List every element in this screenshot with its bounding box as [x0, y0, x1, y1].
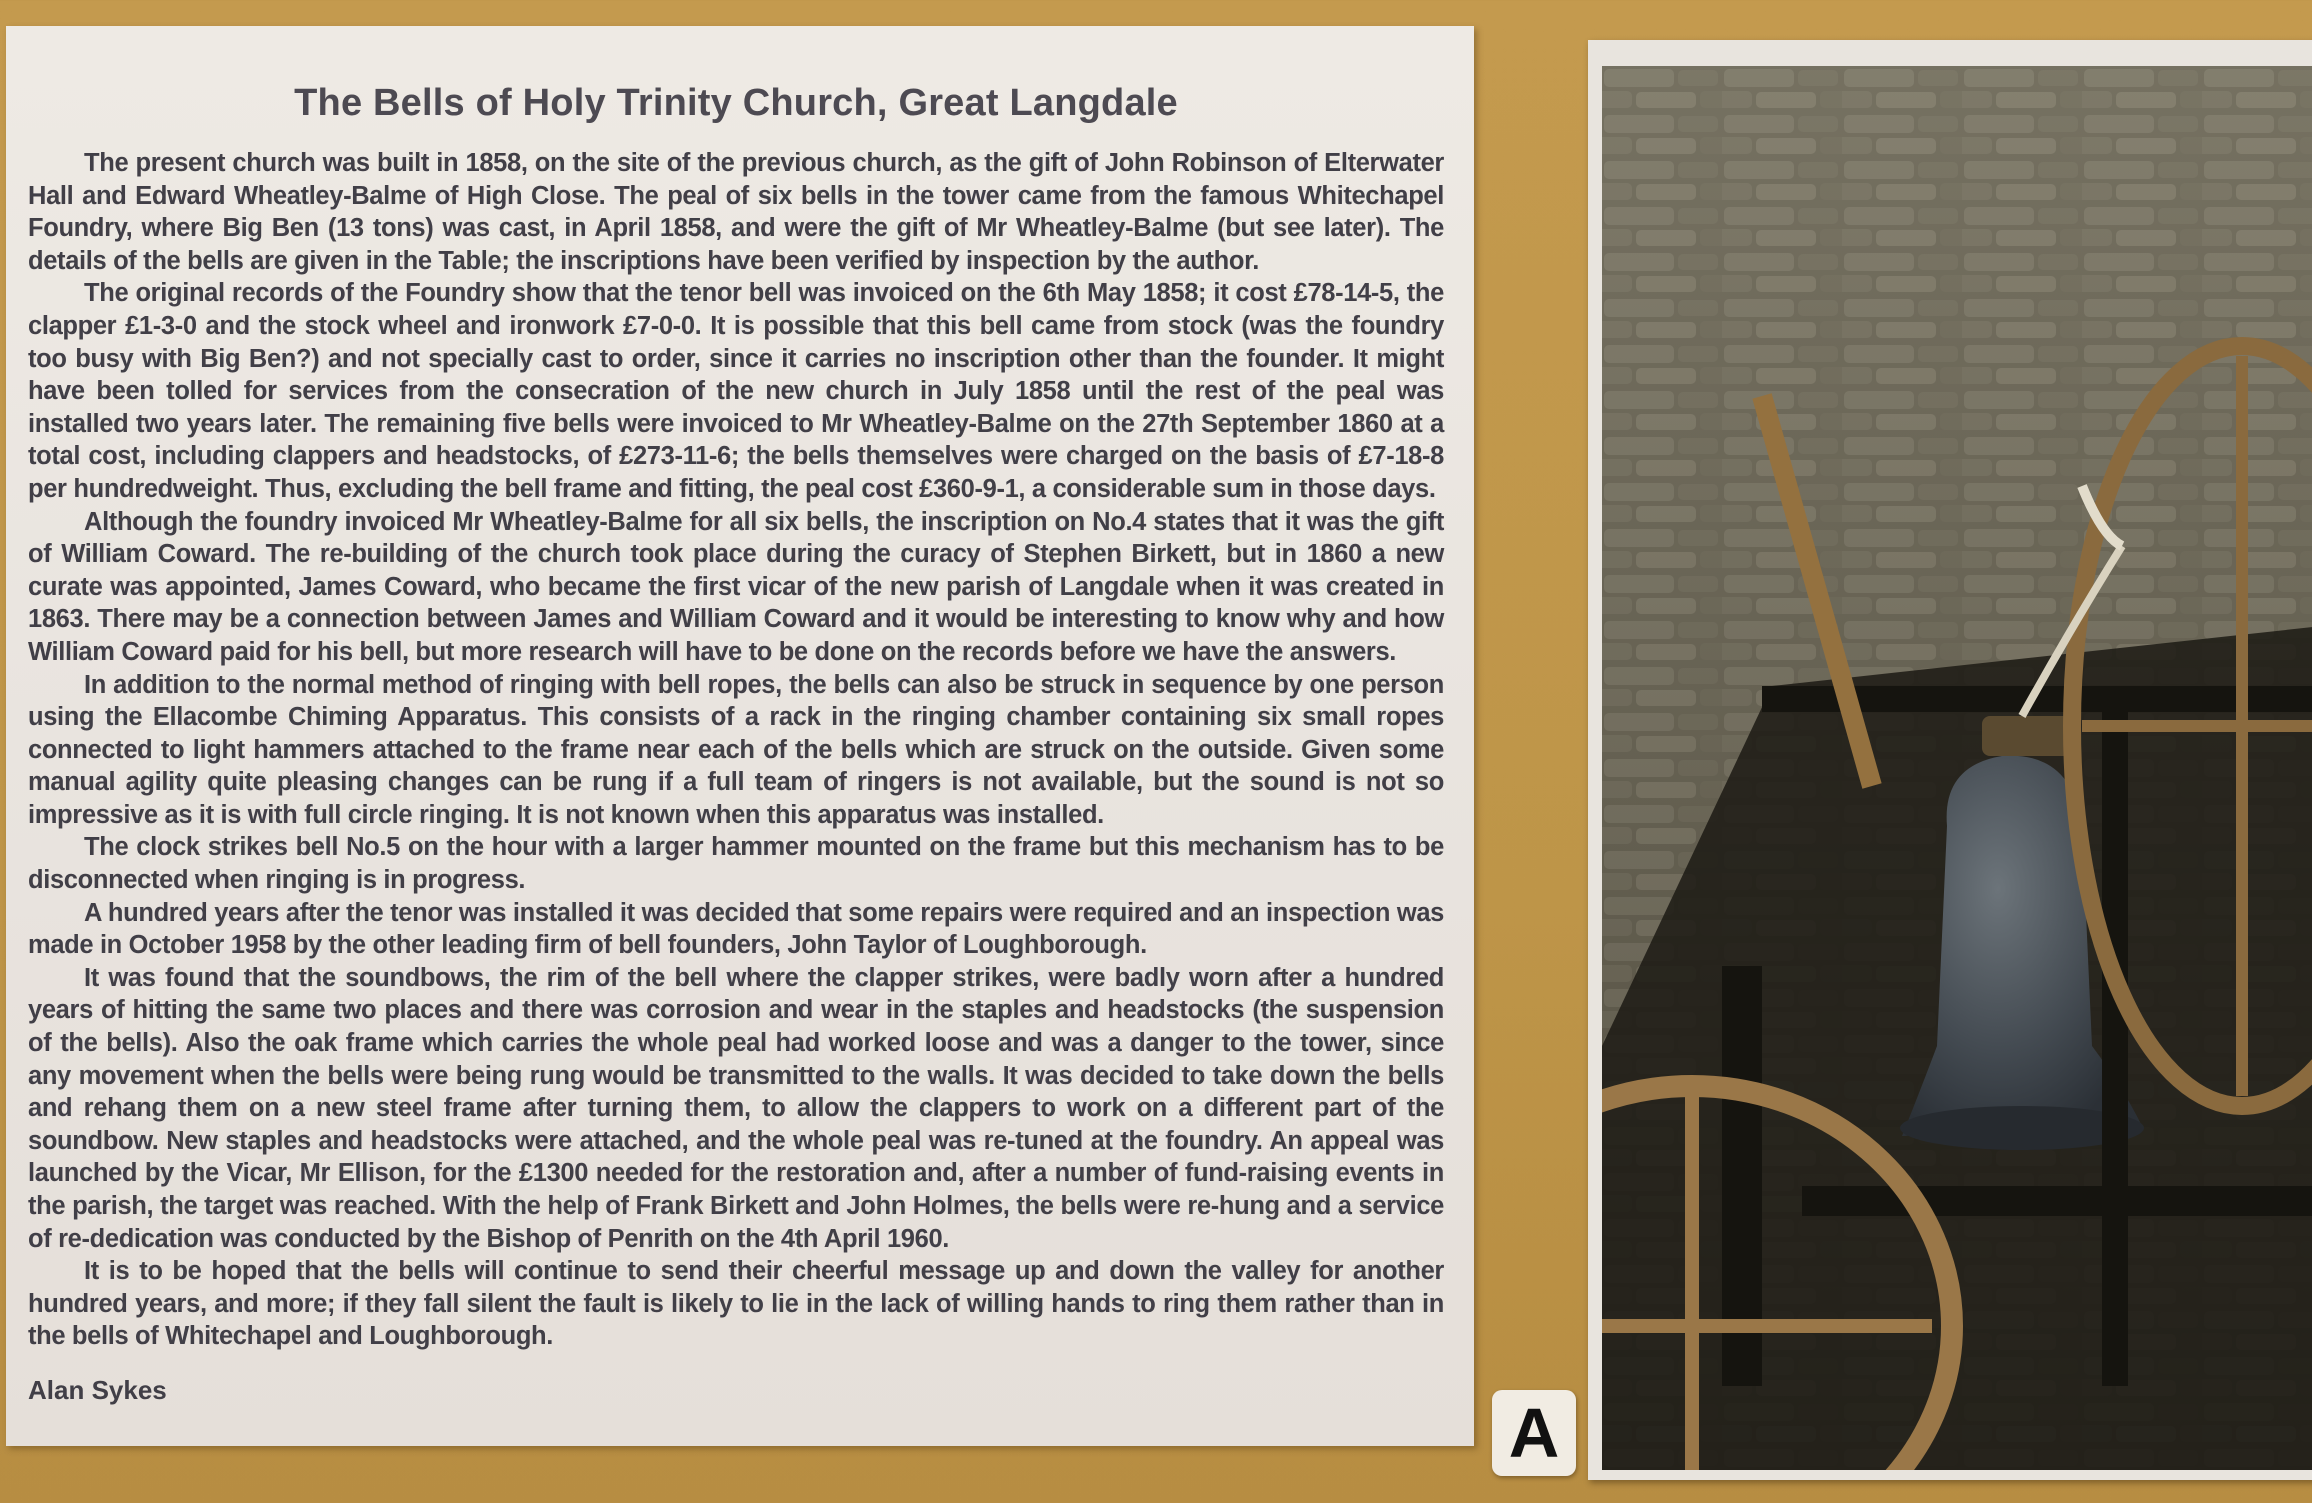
notice-paragraph: A hundred years after the tenor was installed it was decided that some repairs were required and an inspection was made in October 1958 by the other leading firm of bell founders, John Taylor of Loughborough.	[28, 898, 1444, 960]
notice-body	[28, 147, 1444, 1353]
notice-paragraph: Although the foundry invoiced Mr Wheatley-Balme for all six bells, the inscription on No.4 states that it was the gift of William Coward. The re-building of the church took place during the curacy of Stephen Birkett, but in 1860 a new curate was appointed, James Coward, who became the first vicar of the new parish of Langdale when it was created in 1863. There may be a connection between James and William Coward and it would be interesting to know why and how William Coward paid for his bell, but more research will have to be done on the records before we have the answers.	[28, 507, 1444, 666]
notice-author: Alan Sykes	[28, 1374, 167, 1405]
notice-paragraph: It was found that the soundbows, the rim of the bell where the clapper strikes, were badly worn after a hundred years of hitting the same two places and there was corrosion and wear in the staples and headstocks (the suspension of the bells). Also the oak frame which carries the whole peal had worked loose and was a danger to the tower, since any movement when the bells were being rung would be transmitted to the walls. It was decided to take down the bells and rehang them on a new steel frame after turning them, to allow the clappers to work on a different part of the soundbow. New staples and headstocks were attached, and the whole peal was re-tuned at the foundry. An appeal was launched by the Vicar, Mr Ellison, for the £1300 needed for the restoration and, after a number of fund-raising events in the parish, the target was reached. With the help of Frank Birkett and John Holmes, the bells were re-hung and a service of re-dedication was conducted by the Bishop of Penrith on the 4th April 1960.	[28, 963, 1444, 1253]
label-letter: A	[1508, 1394, 1560, 1472]
notice-title: The Bells of Holy Trinity Church, Great Langdale	[294, 82, 1178, 124]
notice-paragraph: The original records of the Foundry show that the tenor bell was invoiced on the 6th May 1858; it cost £78-14-5, the clapper £1-3-0 and the stock wheel and ironwork £7-0-0. It is possible that this bell came from stock (was the foundry too busy with Big Ben?) and not specially cast to order, since it carries no inscription other than the founder. It might have been tolled for services from the consecration of the new church in July 1858 until the rest of the peal was installed two years later. The remaining five bells were invoiced to Mr Wheatley-Balme on the 27th September 1860 at a total cost, including clappers and headstocks, of £273-11-6; the bells themselves were charged on the basis of £7-18-8 per hundredweight. Thus, excluding the bell frame and fitting, the peal cost £360-9-1, a considerable sum in those days.	[28, 279, 1444, 503]
notice-paragraph: The present church was built in 1858, on the site of the previous church, as the gift of John Robinson of Elterwater Hall and Edward Wheatley-Balme of High Close. The peal of six bells in the tower came from the famous Whitechapel Foundry, where Big Ben (13 tons) was cast, in April 1858, and were the gift of Mr Wheatley-Balme (but see later). The details of the bells are given in the Table; the inscriptions have been verified by inspection by the author.	[28, 149, 1444, 275]
notice-paper	[6, 26, 1474, 1446]
bell-photo	[1602, 66, 2312, 1470]
notice-paragraph: In addition to the normal method of ringing with bell ropes, the bells can also be struck in sequence by one person using the Ellacombe Chiming Apparatus. This consists of a rack in the ringing chamber containing six small ropes connected to light hammers attached to the frame near each of the bells which are struck on the outside. Given some manual agility quite pleasing changes can be rung if a full team of ringers is not available, but the sound is not so impressive as it is with full circle ringing. It is not known when this apparatus was installed.	[28, 670, 1444, 829]
notice-paragraph: It is to be hoped that the bells will continue to send their cheerful message up and down the valley for another hundred years, and more; if they fall silent the fault is likely to lie in the lack of willing hands to ring them rather than in the bells of Whitechapel and Loughborough.	[28, 1257, 1444, 1351]
notice-paragraph: The clock strikes bell No.5 on the hour with a larger hammer mounted on the frame but this mechanism has to be disconnected when ringing is in progress.	[28, 833, 1444, 895]
bell-tower-illustration	[1602, 66, 2312, 1470]
label-card	[1492, 1390, 1576, 1476]
